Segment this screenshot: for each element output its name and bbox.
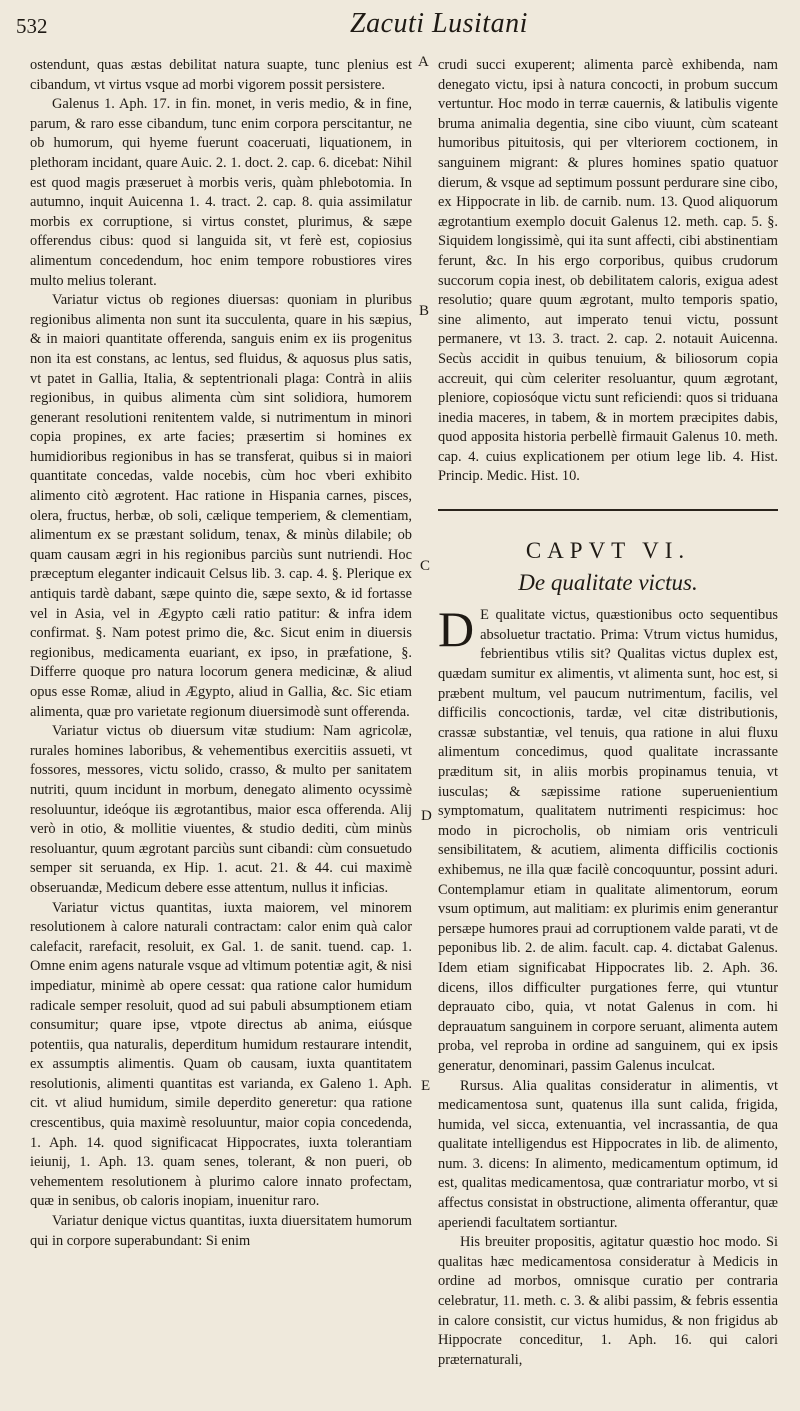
running-title: Zacuti Lusitani bbox=[350, 8, 528, 39]
chapter-subtitle: De qualitate victus. bbox=[518, 569, 698, 595]
paragraph: Variatur victus ob regiones diuersas: quoniam in pluribus regionibus alimenta non sunt ita succulenta, quare in his sæpius, & in maiori quantitate offerenda, sanguis enim ex iis progenitus non ita est constans, ac lentus, sed fluidus, & aquosus plus satis, vt patet in Gallia, Italia, & septentrionali plaga: Contrà in aliis regionibus, in quibus alimenta cùm sint solidiora, humorem generant resolutioni renitentem valde, si nutrimentum in minori copia propines, ex arte facies; præsertim si homines ex humidioribus regionibus in has se transferat, quibus si in maiori quantitate concedas, valde nocebis, cùm hoc vberi exhibito alimento citò ægrotent. Hac ratione in Hispania carnes, pisces, olera, fructus, herbæ, ob soli, cælique temperiem, & clementiam, alimentum ex se præstant solidum, tenax, & minùs dilabile; ob quam causam ægri in his regionibus parciùs sunt nutriendi. Hoc præceptum eleganter indicauit Celsus lib. 3. cap. 4. §. Plerique ex antiquis tardè dabant, sæpe quinto die, sæpe sexto, & id fortasse vel in Asia, vel in Ægypto cæli ratio patitur: & infra idem confirmat. §. Nam potest primo die, &c. Sicut enim in diuersis regionibus, medicamenta euariant, ex ipso, in præfatione, §. Differre quoque pro natura locorum genera medicinæ, & aliud opus esse Romæ, aliud in Ægypto, aliud in Gallia, &c. Sic etiam alimenta, quæ pro varietate regionum diuersimodè sunt offerenda. bbox=[30, 292, 412, 720]
paragraph: His breuiter propositis, agitatur quæstio hoc modo. Si qualitas hæc medicamentosa consideratur à Medicis in ordine ad morbos, omnisque curatio per contraria celebratur, 11. meth. c. 3. & alibi passim, & febris essentia in calore consistit, cur victus humidus, & non frigidus ab Hippocrate conceditur, 1. Aph. 16. qui calori præternaturali, bbox=[438, 1234, 778, 1368]
paragraph: Variatur denique victus quantitas, iuxta diuersitatem humorum qui in corpore superabundant: Si enim bbox=[30, 1213, 412, 1249]
paragraph: Variatur victus quantitas, iuxta maiorem, vel minorem resolutionem à calore naturali contractam: calor enim quà calor calefacit, rarefacit, resoluit, ex Gal. 1. de sanit. tuend. cap. 1. Omne enim agens naturale vsque ad vltimum potentiæ agit, & nisi impediatur, minimè ab opere cessat: qua ratione calor humidum radicale semper resoluit, quod ad sui pabuli absumptionem etiam consumitur; quare ipse, vtpote directus ab anima, eiúsque potentiis, qua naturalis, deperditum humidum restaurare intendit, ex assumptis alimentis. Quam ob causam, iuxta quantitatem resolutionis, alimenti quantitas est varianda, ex Galeno 1. Aph. cit. vt aliud humidum, simile deperdito generetur: qua ratione crescentibus, quia maximè resoluuntur, maior copia concedenda, 1. Aph. 14. quod significacat Hippocrates, iuxta tolerantiam ieiunij, 1. Aph. 13. quam senes, tolerant, & non pueri, ob vehementem resolutionem à plurimo calore innato profectam, quæ in senibus, ob caloris inopiam, inuenitur raro. bbox=[30, 899, 412, 1210]
margin-letter-b: B bbox=[419, 303, 430, 319]
margin-letter-d: D bbox=[421, 808, 432, 824]
paragraph: crudi succi exuperent; alimenta parcè exhibenda, nam denegato victu, ipsi à natura concocti, in probum succum vertuntur. Hoc modo in terræ cauernis, & latibulis vigente bruma animalia degentia, sine cibo viuunt, cùm scateant humoribus pituitosis, qui per vlteriorem coctionem, in sanguinem migrant: & plures homines spatio quatuor dierum, & vsque ad septimum possunt perdurare sine cibo, ex Hippocrate in lib. de carnib. num. 13. Quod aliquorum ægrotantium exemplo docuit Galenus 12. meth. cap. 5. §. Siquidem longissimè, qui ita sunt affecti, cibi abstinentiam ferunt, &c. In his ergo corporibus, quibus crudorum succorum copia inest, ob debilitatem caloris, exigua adest resolutio; quare quum ægrotant, multo temporis spatio, sine alimento, aut imperato tenui victu, possunt permanere, vt 13. 3. tract. 2. cap. 2. notauit Auicenna. Secùs accidit in quibus tenuium, & biliosorum copia accreuit, qui cùm celeriter resoluantur, quum ægrotant, pleniore, copiosóque victu sunt reficiendi: quos si triduana inedia maceres, in tabem, & in mortem præcipites dabis, quod apposita historia perbellè firmauit Galenus 10. meth. cap. 4. cuius explicationem per otium lege lib. 4. Hist. Princip. Medic. Hist. 10. bbox=[438, 57, 778, 485]
paragraph bbox=[438, 601, 778, 1076]
paragraph: Galenus 1. Aph. 17. in fin. monet, in veris medio, & in fine, parum, & raro esse cibandum, tunc enim corpora perscitantur, ne ob humorum, qui hyeme fuerunt coaceruati, liquationem, in plethoram incidant, quare Auic. 2. 1. doct. 2. cap. 6. dicebat: Nihil est quod magis præseruet à morbis veris, quàm phlebotomia. In autumno, inquit Auicenna 1. 4. tract. 2. cap. 8. quia assimilatur morbis ex corruptione, si virtus constet, plurimus, & sæpe offerendus cibus: quod si languida sit, vt ferè est, copiosius alimentum concedendum, hoc enim tempore robustiores vires multo melius tolerant. bbox=[30, 96, 412, 289]
paragraph: ostendunt, quas æstas debilitat natura suapte, tunc plenius est cibandum, vt virtus vsque ad morbi vigorem possit persistere. bbox=[30, 57, 412, 93]
paragraph: Rursus. Alia qualitas consideratur in alimentis, vt medicamentosa sunt, quatenus illa sunt calida, frigida, humida, vel sicca, extenuantia, vel incrassantia, de qua qualitate intelligendus est Hippocrates in lib. de alimento, num. 3. dicens: In alimento, medicamentum optimum, id est, qualitas medicamentosa, quæ contrariatur morbo, vt si affectus consistat in obstructione, alimenta offerantur, quæ aperiendi facultatem sortiantur. bbox=[438, 1077, 778, 1231]
margin-letter-c: C bbox=[420, 558, 431, 574]
paragraph: Variatur victus ob diuersum vitæ studium: Nam agricolæ, rurales homines laboribus, & vehementibus exercitiis assueti, vt fossores, messores, victu solido, crasso, & multo per sanitatem nutriti, quum incidunt in morbum, denegato alimento ocyssimè resoluuntur, ideóque iis ægrotantibus, maior esca offerenda. Alij verò in otio, & mollitie viuentes, & studio dediti, cùm minùs resoluantur, quum ægrotant parciùs sunt cibandi: cùm consuetudo semper sit seruanda, ex Hip. 1. acut. 21. & 44. cui maximè obseruandæ, Medicum debere esse attentum, nullus it inficias. bbox=[30, 723, 412, 896]
chapter-heading: CAPVT VI. bbox=[525, 538, 691, 564]
left-column bbox=[30, 56, 412, 1396]
drop-cap: D bbox=[438, 601, 475, 658]
margin-letter-e: E bbox=[421, 1078, 431, 1094]
paragraph-text: E qualitate victus, quæstionibus octo sequentibus absoluetur tractatio. Prima: Vtrum victus humidus, febrientibus vtilis sit? Qualitas victus duplex est, quædam sumitur ex alimentis, vt alimenta sunt, hoc est, si præbent multum, vel paucum nutrimentum, facilis, vel difficilis concoctionis, tardæ, vel citæ distributionis, crassæ substantiæ, vel tenuis, qua ratione in alui fluxu alimentum concedimus, quod qualitate incrassante præditum sit, in aliis morbis propinamus tenuia, vt iusculas; & sæpissime ratione superuenientium symptomatum, qualitatem nutrimenti respicimus: hoc modo in picrocholis, ob nimiam oris ventriculi sensibilitatem, & acutiem, alimenta difficilis coctionis exhibemus, ne illa quæ facilè concoquuntur, possint aduri. Contemplamur etiam in qualitate alimentorum, eorum vsum optimum, aut malitiam: ex plurimis enim generantur persæpe humores praui ad corruptionem valde parati, vt de peponibus lib. 2. de alim. facult. cap. 4. dictabat Galenus. Idem etiam significabat Hippocrates lib. 2. Aph. 36. dicens, illos difficulter purgationes ferre, qui vtuntur deprauato cibo, quia, vt notat Galenus in com. hi deprauatum sanguinem in corpore seruant, alimenta autem proba, vel reproba in ordine ad sanguinem, qui ex ipsis generatur, denominari, passim Galenus inculcat. bbox=[438, 607, 778, 1074]
chapter-divider bbox=[438, 509, 778, 511]
page-number: 532 bbox=[16, 14, 48, 38]
margin-letter-a: A bbox=[418, 54, 429, 70]
right-column bbox=[438, 56, 778, 1396]
